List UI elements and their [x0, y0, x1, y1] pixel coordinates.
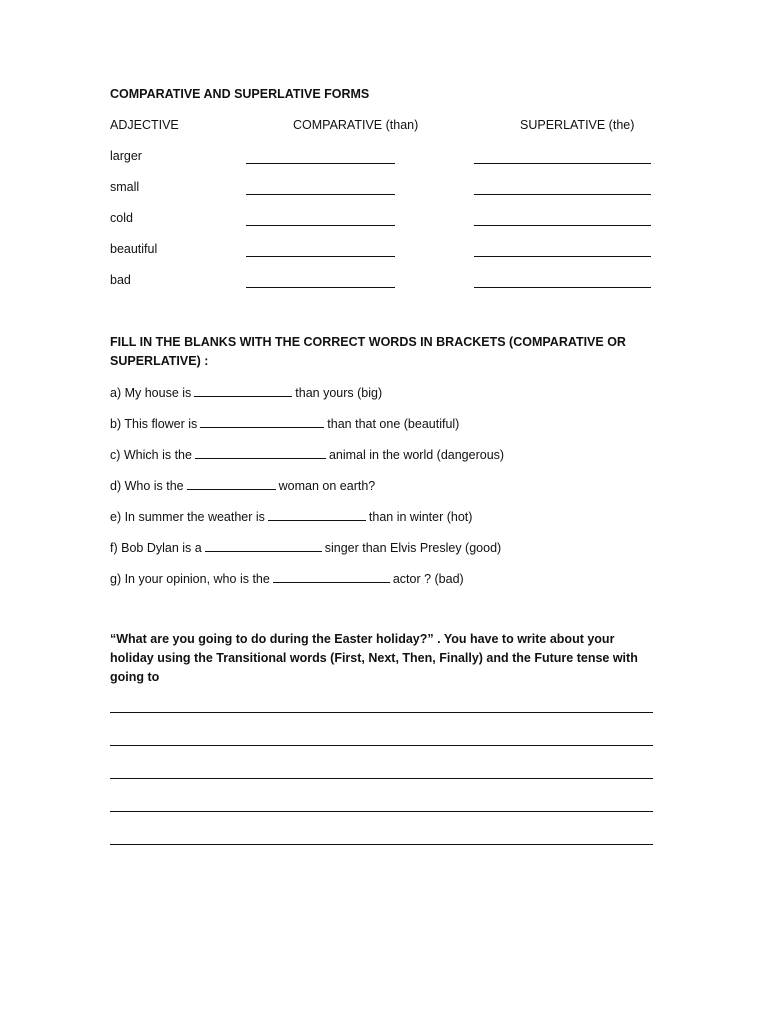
exercise-item	[110, 570, 464, 586]
superlative-blank[interactable]	[474, 256, 651, 257]
superlative-blank[interactable]	[474, 163, 651, 164]
adjective-row-label: beautiful	[110, 242, 158, 256]
adjective-row-label: small	[110, 180, 140, 194]
item-text-after: than yours (big)	[295, 386, 383, 400]
comparative-blank[interactable]	[246, 256, 395, 257]
item-text-before: g) In your opinion, who is the	[110, 572, 270, 586]
exercise-item	[110, 384, 382, 400]
exercise-item	[110, 508, 472, 524]
header-superlative: SUPERLATIVE (the)	[520, 118, 635, 132]
superlative-blank[interactable]	[474, 194, 651, 195]
answer-blank[interactable]	[205, 539, 322, 552]
comparative-blank[interactable]	[246, 287, 395, 288]
section3-prompt: “What are you going to do during the Easter holiday?” . You have to write about your holiday using the Transitional words (First, Next, Then, Finally) and the Future tense with going to	[110, 632, 638, 684]
answer-blank[interactable]	[200, 415, 324, 428]
superlative-blank[interactable]	[474, 225, 651, 226]
answer-blank[interactable]	[194, 384, 292, 397]
item-text-before: a) My house is	[110, 386, 192, 400]
exercise-item	[110, 477, 375, 493]
writing-line[interactable]	[110, 745, 653, 746]
item-text-after: woman on earth?	[278, 479, 376, 493]
exercise-item	[110, 415, 459, 431]
item-text-after: than that one (beautiful)	[327, 417, 460, 431]
answer-blank[interactable]	[187, 477, 276, 490]
writing-line[interactable]	[110, 778, 653, 779]
superlative-blank[interactable]	[474, 287, 651, 288]
answer-blank[interactable]	[268, 508, 366, 521]
exercise-item	[110, 446, 504, 462]
item-text-after: singer than Elvis Presley (good)	[324, 541, 502, 555]
header-adjective: ADJECTIVE	[110, 118, 179, 132]
answer-blank[interactable]	[273, 570, 390, 583]
item-text-before: b) This flower is	[110, 417, 198, 431]
item-text-after: than in winter (hot)	[368, 510, 473, 524]
writing-line[interactable]	[110, 811, 653, 812]
answer-blank[interactable]	[195, 446, 326, 459]
exercise-item	[110, 539, 501, 555]
section2-title: FILL IN THE BLANKS WITH THE CORRECT WORDS IN BRACKETS (COMPARATIVE OR SUPERLATIVE) :	[110, 335, 626, 368]
section1-title: COMPARATIVE AND SUPERLATIVE FORMS	[110, 87, 370, 101]
item-text-before: c) Which is the	[110, 448, 192, 462]
adjective-row-label: larger	[110, 149, 142, 163]
item-text-before: f) Bob Dylan is a	[110, 541, 202, 555]
writing-line[interactable]	[110, 712, 653, 713]
item-text-before: e) In summer the weather is	[110, 510, 265, 524]
comparative-blank[interactable]	[246, 163, 395, 164]
item-text-after: animal in the world (dangerous)	[328, 448, 505, 462]
writing-line[interactable]	[110, 844, 653, 845]
comparative-blank[interactable]	[246, 194, 395, 195]
item-text-after: actor ? (bad)	[392, 572, 464, 586]
adjective-row-label: bad	[110, 273, 131, 287]
adjective-row-label: cold	[110, 211, 133, 225]
header-comparative: COMPARATIVE (than)	[293, 118, 419, 132]
item-text-before: d) Who is the	[110, 479, 184, 493]
comparative-blank[interactable]	[246, 225, 395, 226]
